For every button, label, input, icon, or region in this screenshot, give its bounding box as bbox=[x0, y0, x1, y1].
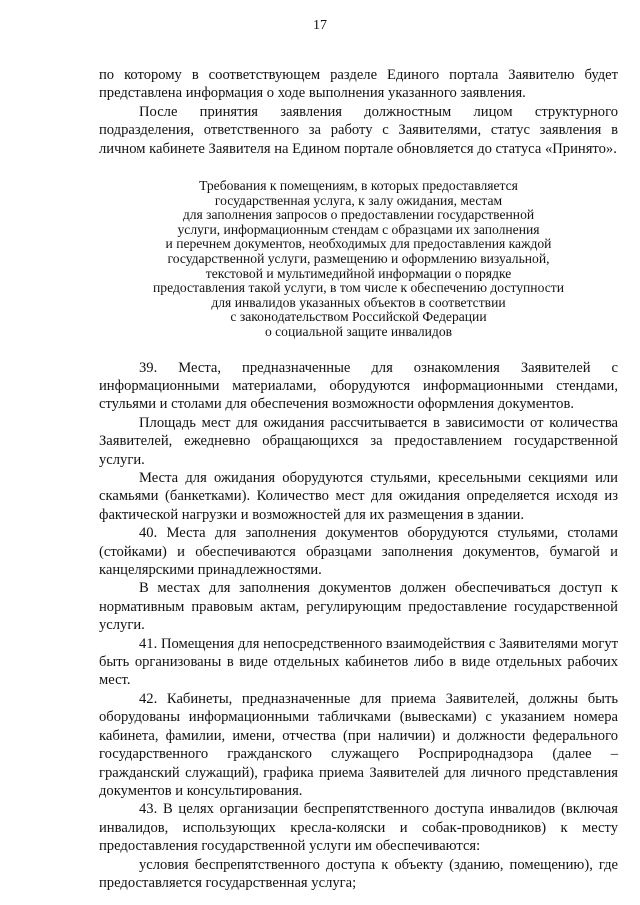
section-heading bbox=[99, 179, 618, 340]
heading-line: для заполнения запросов о предоставлении государственной bbox=[182, 207, 535, 223]
heading-line: и перечнем документов, необходимых для предоставления каждой bbox=[165, 236, 552, 252]
heading-line: для инвалидов указанных объектов в соответствии bbox=[211, 294, 506, 310]
paragraph: 41. Помещения для непосредственного взаимодействия с Заявителями могут быть организованы в виде отдельных кабинетов либо в виде отдельных рабочих мест. bbox=[99, 635, 618, 689]
heading-line: услуги, информационным стендам с образцами их заполнения bbox=[177, 221, 540, 237]
paragraph: 42. Кабинеты, предназначенные для приема Заявителей, должны быть оборудованы информационными табличками (вывесками) с указанием номера кабинета, фамилии, имени, отчества (при наличии) и должности федерального государственного гражданского служащего Росприроднадзора (далее – гражданский служащий), графика приема Заявителей для личного представления документов и консультирования. bbox=[99, 690, 618, 799]
paragraph: 43. В целях организации беспрепятственного доступа инвалидов (включая инвалидов, использующих кресла-коляски и собак-проводников) к месту предоставления государственной услуги им обеспечиваются: bbox=[99, 801, 618, 855]
heading-line: государственная услуга, к залу ожидания, местам bbox=[214, 192, 503, 208]
paragraph: В местах для заполнения документов должен обеспечиваться доступ к нормативным правовым актам, регулирующим предоставление государственной услуги. bbox=[99, 580, 618, 634]
paragraph: Площадь мест для ожидания рассчитывается в зависимости от количества Заявителей, ежедневно обращающихся за предоставлением государственной услуги. bbox=[99, 414, 618, 468]
paragraph: Места для ожидания оборудуются стульями, кресельными секциями или скамьями (банкетками). Количество мест для ожидания определяется исходя из фактической нагрузки и возможностей для их размещения в здании. bbox=[99, 470, 618, 523]
paragraph: 39. Места, предназначенные для ознакомления Заявителей с информационными материалами, оборудуются информационными стендами, стульями и столами для обеспечения возможности оформления документов. bbox=[99, 359, 618, 413]
heading-line: с законодательством Российской Федерации bbox=[230, 309, 487, 325]
paragraph: условия беспрепятственного доступа к объекту (зданию, помещению), где предоставляется государственная услуга; bbox=[99, 856, 618, 891]
heading-line: предоставления такой услуги, в том числе к обеспечению доступности bbox=[153, 280, 564, 296]
paragraph: 40. Места для заполнения документов оборудуются стульями, столами (стойками) и обеспечиваются образцами заполнения документов, бумагой и канцелярскими принадлежностями. bbox=[99, 525, 618, 579]
heading-line: государственной услуги, размещению и оформлению визуальной, bbox=[167, 251, 550, 266]
paragraph: по которому в соответствующем разделе Единого портала Заявителю будет представлена информация о ходе выполнения указанного заявления. bbox=[99, 67, 618, 102]
heading-line: Требования к помещениям, в которых предоставляется bbox=[199, 178, 518, 194]
heading-line: текстовой и мультимедийной информации о порядке bbox=[205, 265, 512, 281]
heading-line: о социальной защите инвалидов bbox=[264, 323, 453, 339]
document-body bbox=[99, 66, 618, 892]
paragraph: После принятия заявления должностным лицом структурного подразделения, ответственного за работу с Заявителями, статус заявления в личном кабинете Заявителя на Едином портале обновляется до статуса «Принято». bbox=[99, 103, 618, 157]
page-number: 17 bbox=[313, 18, 327, 33]
